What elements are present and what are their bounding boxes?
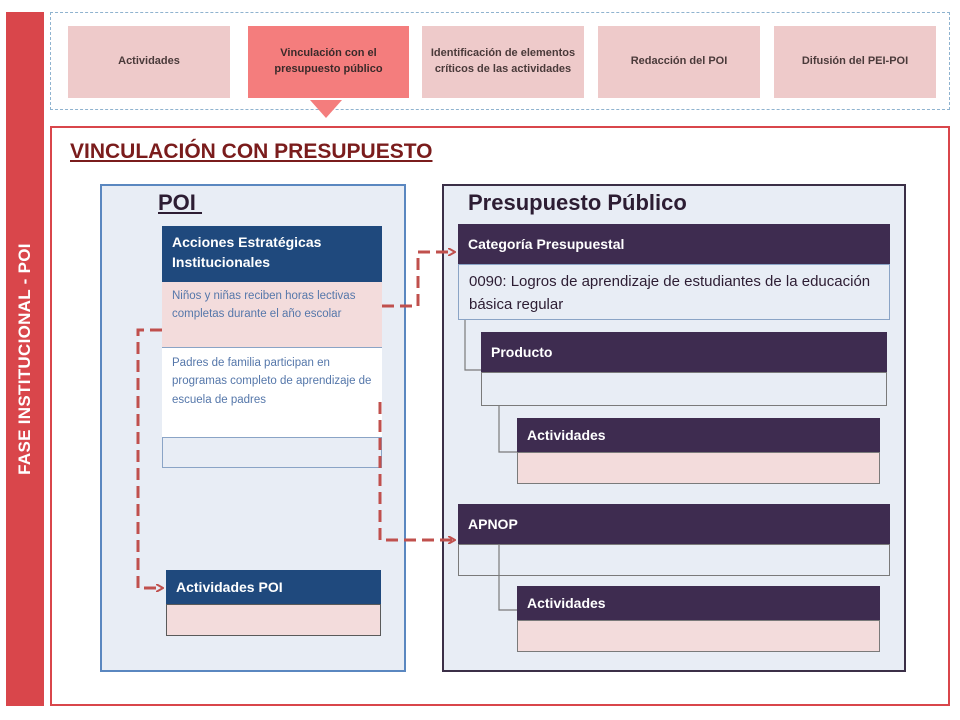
aei-header: Acciones Estratégicas Institucionales <box>162 226 382 282</box>
main-title: VINCULACIÓN CON PRESUPUESTO <box>70 140 433 163</box>
step-redaccion-poi[interactable]: Redacción del POI <box>598 26 760 98</box>
poi-title: POI <box>158 190 203 215</box>
connector-producto-to-actividades <box>499 406 517 452</box>
step-actividades[interactable]: Actividades <box>68 26 230 98</box>
actividades-producto-header: Actividades <box>517 418 880 452</box>
actividades-apnop-header: Actividades <box>517 586 880 620</box>
apnop-header: APNOP <box>458 504 890 544</box>
connector-aei-to-categoria <box>382 252 454 306</box>
connector-aei-to-actividades-poi <box>138 330 162 588</box>
step-vinculacion-presupuesto[interactable]: Vinculación con el presupuesto público <box>248 26 409 98</box>
aei-row-ninos: Niños y niñas reciben horas lectivas completas durante el año escolar <box>162 282 382 348</box>
actividades-poi-header: Actividades POI <box>166 570 381 604</box>
step-difusion-pei-poi[interactable]: Difusión del PEI-POI <box>774 26 936 98</box>
categoria-value: 0090: Logros de aprendizaje de estudiantes de la educación básica regular <box>458 264 890 320</box>
connector-padres-to-apnop <box>380 402 454 540</box>
connector-apnop-to-actividades <box>499 544 517 610</box>
connector-categoria-to-producto <box>465 320 481 370</box>
producto-header: Producto <box>481 332 887 372</box>
phase-label: FASE INSTITUCIONAL - POI <box>15 243 34 475</box>
step-identificacion-elementos[interactable]: Identificación de elementos críticos de las actividades <box>422 26 584 98</box>
categoria-header: Categoría Presupuestal <box>458 224 890 264</box>
presupuesto-title: Presupuesto Público <box>468 190 687 215</box>
aei-row-padres: Padres de familia participan en programas completo de aprendizaje de escuela de padres <box>162 348 382 438</box>
